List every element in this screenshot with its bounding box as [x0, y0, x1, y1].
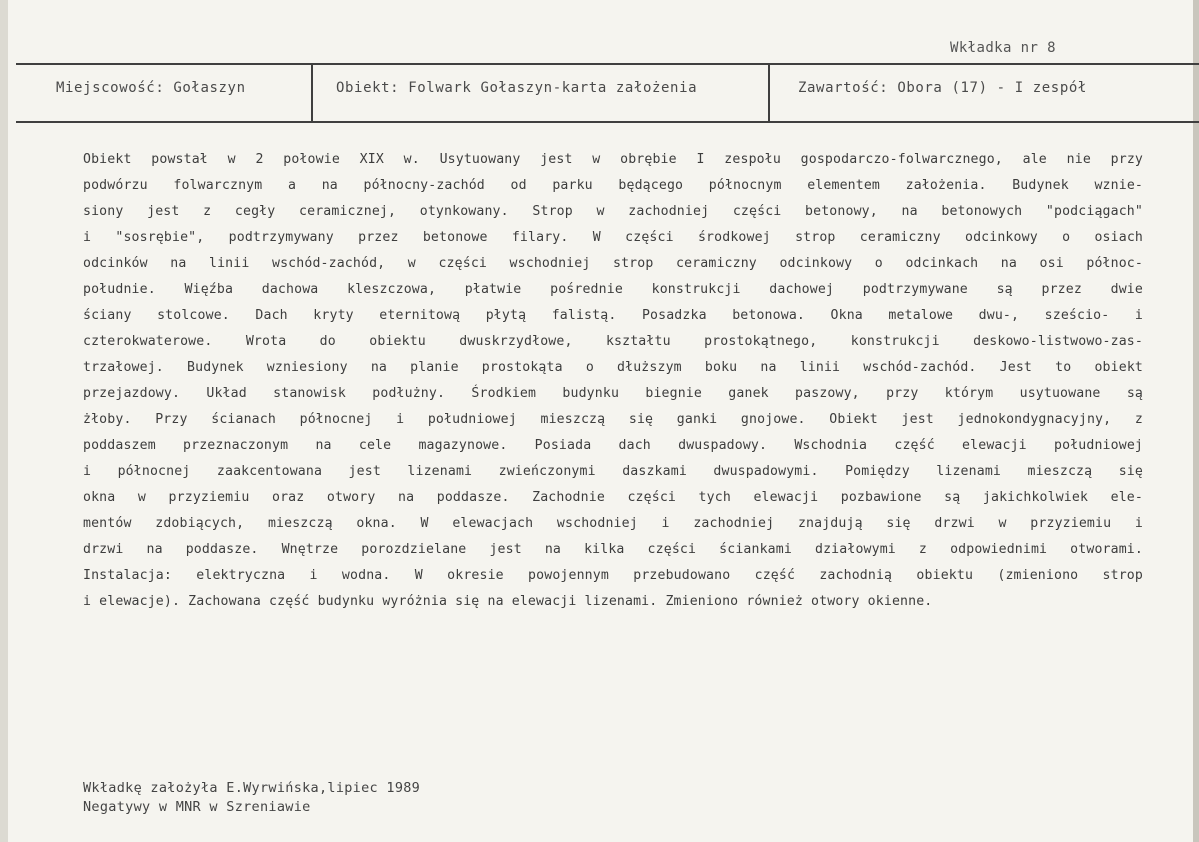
contents-field: Zawartość: Obora (17) - I zespół [798, 80, 1087, 96]
description-line: podwórzu folwarcznym a na północny-zachód od parku będącego północnym elementem założenia. Budynek wznie- [83, 178, 1143, 193]
header-divider-1 [311, 63, 313, 121]
description-line: i północnej zaakcentowana jest lizenami zwieńczonymi daszkami dwuspadowymi. Pomiędzy lizenami mieszczą się [83, 464, 1143, 479]
description-line: Instalacja: elektryczna i wodna. W okresie powojennym przebudowano część zachodnią obiektu (zmieniono strop [83, 568, 1143, 583]
description-line: ściany stolcowe. Dach kryty eternitową płytą falistą. Posadzka betonowa. Okna metalowe dwu-, sześcio- i [83, 308, 1143, 323]
description-text [83, 147, 1143, 615]
description-line: okna w przyziemiu oraz otwory na poddasze. Zachodnie części tych elewacji pozbawione są jakichkolwiek ele- [83, 490, 1143, 505]
header-divider-2 [768, 63, 770, 121]
description-line: poddaszem przeznaczonym na cele magazynowe. Posiada dach dwuspadowy. Wschodnia część elewacji południowej [83, 438, 1143, 453]
description-line: południe. Więźba dachowa kleszczowa, płatwie pośrednie konstrukcji dachowej podtrzymywane są przez dwie [83, 282, 1143, 297]
card-footer [83, 779, 420, 817]
description-line: przejazdowy. Układ stanowisk podłużny. Środkiem budynku biegnie ganek paszowy, przy którym usytuowane są [83, 386, 1143, 401]
description-line: siony jest z cegły ceramicznej, otynkowany. Strop w zachodniej części betonowy, na betonowych "podciągach" [83, 204, 1143, 219]
description-line: odcinków na linii wschód-zachód, w części wschodniej strop ceramiczny odcinkowy o odcinkach na osi północ- [83, 256, 1143, 271]
description-line: czterokwaterowe. Wrota do obiektu dwuskrzydłowe, kształtu prostokątnego, konstrukcji deskowo-listwowo-zas- [83, 334, 1143, 349]
insert-number: Wkładka nr 8 [950, 40, 1056, 56]
header-top-rule [16, 63, 1199, 65]
description-line: trzałowej. Budynek wzniesiony na planie prostokąta o dłuższym boku na linii wschód-zachód. Jest to obiekt [83, 360, 1143, 375]
negatives-line: Negatywy w MNR w Szreniawie [83, 799, 311, 815]
object-field: Obiekt: Folwark Gołaszyn-karta założenia [336, 80, 698, 96]
description-line: i elewacje). Zachowana część budynku wyróżnia się na elewacji lizenami. Zmieniono również otwory okienne. [83, 594, 933, 609]
description-line: i "sosrębie", podtrzymywany przez betonowe filary. W części środkowej strop ceramiczny odcinkowy o osiach [83, 230, 1143, 245]
card-edge [1193, 0, 1199, 842]
locality-field: Miejscowość: Gołaszyn [56, 80, 246, 96]
description-line: żłoby. Przy ścianach północnej i południowej mieszczą się ganki gnojowe. Obiekt jest jednokondygnacyjny, z [83, 412, 1143, 427]
header-bottom-rule [16, 121, 1199, 123]
description-line: mentów zdobiących, mieszczą okna. W elewacjach wschodniej i zachodniej znajdują się drzwi w przyziemiu i [83, 516, 1143, 531]
author-line: Wkładkę założyła E.Wyrwińska,lipiec 1989 [83, 780, 421, 796]
description-line: Obiekt powstał w 2 połowie XIX w. Usytuowany jest w obrębie I zespołu gospodarczo-folwarcznego, ale nie przy [83, 152, 1143, 167]
description-line: drzwi na poddasze. Wnętrze porozdzielane jest na kilka części ściankami działowymi z odpowiednimi otworami. [83, 542, 1143, 557]
